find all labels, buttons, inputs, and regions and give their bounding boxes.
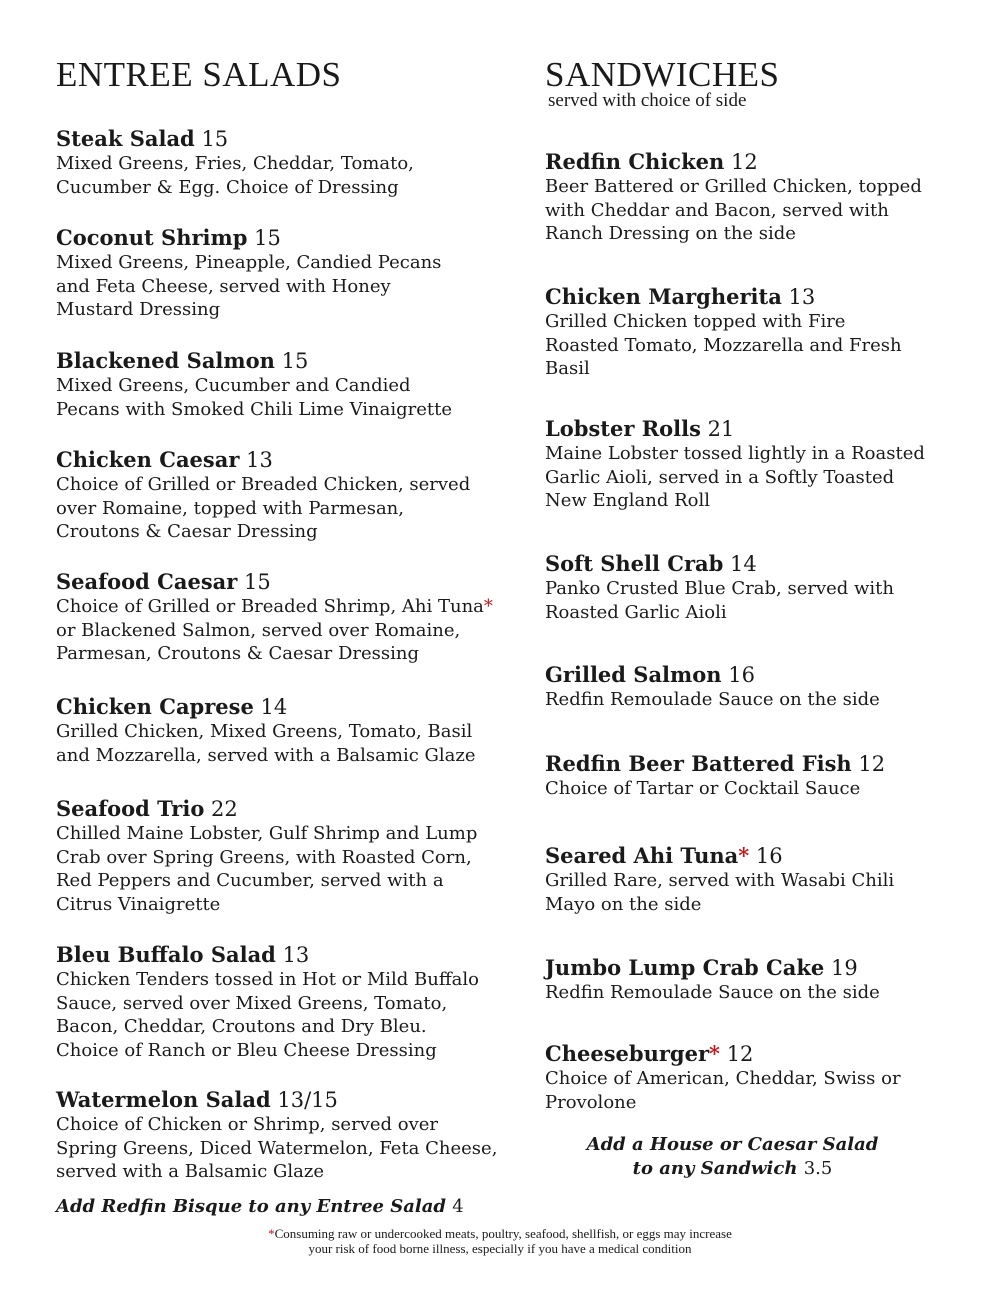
entree-salads-heading: ENTREE SALADS bbox=[56, 55, 342, 94]
item-description: Beer Battered or Grilled Chicken, topped with Cheddar and Bacon, served with Ranch Dressing on the side bbox=[545, 176, 922, 244]
menu-item bbox=[545, 551, 985, 624]
item-price: 15 bbox=[254, 226, 281, 250]
menu-item bbox=[56, 694, 526, 767]
item-name: Watermelon Salad bbox=[56, 1087, 271, 1112]
item-description: Mixed Greens, Fries, Cheddar, Tomato, Cucumber & Egg. Choice of Dressing bbox=[56, 153, 414, 198]
item-name: Bleu Buffalo Salad bbox=[56, 942, 276, 967]
item-name: Chicken Margherita bbox=[545, 284, 782, 309]
item-name: Cheeseburger bbox=[545, 1041, 710, 1066]
menu-item bbox=[56, 942, 526, 1062]
item-name: Grilled Salmon bbox=[545, 662, 722, 687]
item-price: 13/15 bbox=[277, 1088, 338, 1112]
item-description: Redfin Remoulade Sauce on the side bbox=[545, 982, 880, 1003]
menu-item bbox=[545, 843, 985, 916]
item-name: Seafood Trio bbox=[56, 796, 205, 821]
item-price: 13 bbox=[788, 285, 816, 309]
item-price: 21 bbox=[707, 417, 735, 441]
item-description: Mixed Greens, Pineapple, Candied Pecans and Feta Cheese, served with Honey Mustard Dressing bbox=[56, 252, 442, 320]
item-name: Blackened Salmon bbox=[56, 348, 275, 373]
item-description: Chicken Tenders tossed in Hot or Mild Buffalo Sauce, served over Mixed Greens, Tomato, Bacon, Cheddar, Croutons and Dry Bleu. Choice of Ranch or Bleu Cheese Dressing bbox=[56, 969, 479, 1061]
item-name: Soft Shell Crab bbox=[545, 551, 724, 576]
item-description: Choice of Chicken or Shrimp, served over Spring Greens, Diced Watermelon, Feta Cheese, served with a Balsamic Glaze bbox=[56, 1114, 498, 1182]
menu-item bbox=[56, 225, 526, 322]
item-name: Redfin Chicken bbox=[545, 149, 725, 174]
item-description: Grilled Rare, served with Wasabi Chili Mayo on the side bbox=[545, 870, 895, 915]
item-price: 22 bbox=[211, 797, 238, 821]
item-name: Chicken Caprese bbox=[56, 694, 254, 719]
item-price: 12 bbox=[730, 150, 758, 174]
item-price: 13 bbox=[246, 448, 273, 472]
menu-item bbox=[545, 751, 985, 801]
raw-warning-asterisk: * bbox=[483, 596, 493, 617]
item-price: 19 bbox=[830, 956, 858, 980]
item-name: Jumbo Lump Crab Cake bbox=[545, 955, 825, 980]
menu-item bbox=[545, 955, 985, 1005]
menu-item bbox=[56, 1087, 526, 1184]
sandwiches-heading: SANDWICHES bbox=[545, 55, 780, 94]
item-price: 16 bbox=[728, 663, 755, 687]
item-price: 15 bbox=[244, 570, 271, 594]
salad-addon-note: Add Redfin Bisque to any Entree Salad 4 bbox=[56, 1196, 464, 1217]
item-name: Lobster Rolls bbox=[545, 416, 701, 441]
item-description: Choice of Grilled or Breaded Shrimp, Ahi Tuna* or Blackened Salmon, served over Romaine, Parmesan, Croutons & Caesar Dressing bbox=[56, 596, 493, 664]
raw-warning-asterisk: * bbox=[709, 1041, 720, 1066]
raw-warning-asterisk: * bbox=[738, 843, 750, 868]
item-name: Redfin Beer Battered Fish bbox=[545, 751, 852, 776]
menu-item bbox=[545, 149, 985, 246]
item-description: Grilled Chicken, Mixed Greens, Tomato, Basil and Mozzarella, served with a Balsamic Glaze bbox=[56, 721, 476, 766]
item-name: Chicken Caesar bbox=[56, 447, 240, 472]
menu-item bbox=[56, 796, 526, 916]
menu-item bbox=[545, 1041, 985, 1114]
item-price: 14 bbox=[260, 695, 288, 719]
item-name: Seared Ahi Tuna bbox=[545, 843, 739, 868]
item-description: Grilled Chicken topped with Fire Roasted Tomato, Mozzarella and Fresh Basil bbox=[545, 311, 902, 379]
item-description: Panko Crusted Blue Crab, served with Roasted Garlic Aioli bbox=[545, 578, 895, 623]
menu-item bbox=[56, 569, 526, 666]
item-description: Redfin Remoulade Sauce on the side bbox=[545, 689, 880, 710]
raw-warning-asterisk: * bbox=[268, 1226, 275, 1241]
item-name: Steak Salad bbox=[56, 126, 195, 151]
menu-item bbox=[56, 126, 526, 199]
menu-item bbox=[545, 284, 985, 381]
item-price: 12 bbox=[858, 752, 886, 776]
item-description: Chilled Maine Lobster, Gulf Shrimp and Lump Crab over Spring Greens, with Roasted Corn, Red Peppers and Cucumber, served with a Citrus Vinaigrette bbox=[56, 823, 478, 915]
addon-price: 3.5 bbox=[803, 1158, 833, 1179]
item-price: 12 bbox=[726, 1042, 754, 1066]
item-name: Coconut Shrimp bbox=[56, 225, 248, 250]
item-price: 15 bbox=[281, 349, 309, 373]
item-description: Choice of Grilled or Breaded Chicken, served over Romaine, topped with Parmesan, Croutons & Caesar Dressing bbox=[56, 474, 471, 542]
item-price: 14 bbox=[730, 552, 757, 576]
item-description: Maine Lobster tossed lightly in a Roasted Garlic Aioli, served in a Softly Toasted New England Roll bbox=[545, 443, 925, 511]
menu-item bbox=[545, 416, 985, 513]
sandwich-addon-note: Add a House or Caesar Salad to any Sandwich 3.5 bbox=[586, 1134, 879, 1179]
item-description: Mixed Greens, Cucumber and Candied Pecans with Smoked Chili Lime Vinaigrette bbox=[56, 375, 452, 420]
item-description: Choice of Tartar or Cocktail Sauce bbox=[545, 778, 861, 799]
menu-item bbox=[56, 348, 526, 421]
item-price: 16 bbox=[755, 844, 783, 868]
sandwiches-subheading: served with choice of side bbox=[548, 90, 747, 111]
item-price: 13 bbox=[282, 943, 310, 967]
addon-price: 4 bbox=[452, 1196, 464, 1217]
food-safety-disclaimer: *Consuming raw or undercooked meats, poultry, seafood, shellfish, or eggs may increase your risk of food borne illness, especially if you have a medical condition bbox=[268, 1226, 732, 1256]
menu-item bbox=[56, 447, 526, 544]
item-name: Seafood Caesar bbox=[56, 569, 238, 594]
menu-item bbox=[545, 662, 985, 712]
item-price: 15 bbox=[201, 127, 229, 151]
item-description: Choice of American, Cheddar, Swiss or Provolone bbox=[545, 1068, 901, 1113]
